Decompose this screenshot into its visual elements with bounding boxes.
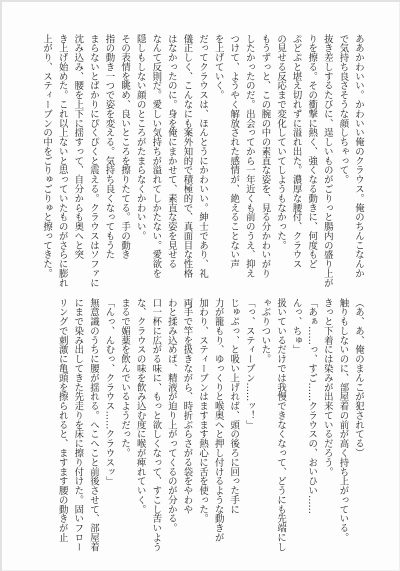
text-column: 無意識のうちに腰が揺れる。へこへこと前後させて、部屋着 [87, 298, 99, 552]
upper-text-block [38, 34, 366, 290]
text-column: 指の動き一つで姿を変える。気持ち良くなってもうた [103, 34, 115, 260]
text-column: 扱いているだけでは我慢できなくなって、どうにも先端にし [275, 298, 287, 552]
text-column: 沈み込み、腰を上下に揺すって、自分からも奥へと突 [72, 34, 84, 260]
text-column: だってクラウスは、ほんとうにかわいい。紳士であり、礼 [197, 34, 209, 279]
text-column: その表情を眺め、良いところを擦りたてる。手の動き [119, 34, 131, 260]
text-column: じゅぷっ、と吸い上げれば、頭の後ろに回った手に [228, 298, 240, 514]
text-column: 力が籠もり、ゆっくりと喉奥へと押し付けるような動きが [212, 298, 224, 543]
text-column: したかったのだ。出会ってから一年近くも前のうえ、抑え [243, 34, 255, 279]
text-column: 「んっ、んむっ、クラウス……クラウスッ」 [103, 298, 115, 486]
text-column: 「あぁ……っ、すご……クラウスの、おいひい…… [306, 298, 318, 514]
text-column: リングで刺激に亀頭を擦られると、ますます腰の動きが止 [56, 298, 68, 543]
text-column: 上がり、スティーブンの中をごりゅごりゅと擦ってきた。 [41, 34, 53, 279]
text-column: （あ、あ、俺のまんこが犯されてる） [353, 298, 364, 458]
text-column: 隠しもしない顔のところがたまらなくかわいい。 [134, 34, 146, 241]
text-column: なんて反則だ。愛しい気持ちが溢れてしかたない。愛欲を [150, 34, 162, 279]
text-column: で気持ち良さそうな顔しちゃって。 [337, 34, 349, 185]
text-column: はなかったのに。身を俺にまかせて、素直な姿を見せる [165, 34, 177, 269]
text-column: 「っ、スティーブン……ッ！」 [243, 298, 255, 430]
text-column: りを擦る。その衝撃に熱く、強くなる動きに、何度もど [306, 34, 318, 269]
text-column: な、クラウスの味を飲み込む度に喉が痺れていく。 [134, 298, 146, 514]
text-column: ああかわいい。かわいい俺のクラウス。俺のちんこなんか [353, 34, 364, 279]
text-column: 口一杯に広がる味に、もっと欲しくなって、すこし苦いよう [150, 298, 162, 552]
text-column: ぷどぷと堪え切れずに溢れ出た。濃厚な腰付、クラウス [290, 34, 302, 269]
text-column: んっ、ちゅ」 [290, 298, 302, 355]
text-column: を上げていく。 [212, 34, 224, 100]
lower-text-block [54, 298, 366, 552]
text-column: まるで媚薬を飲んでいるようだった。 [119, 298, 131, 458]
text-column: わと揉み込めば、精液が迫り上がってくるのが分かる。 [165, 298, 177, 533]
text-column: 加わり、スティーブンはますます熱心に舌を使った。 [197, 298, 209, 524]
text-column: にまで染み出してきた先走りを床に擦り付けた。固いフロー [72, 298, 84, 552]
text-column: 抜き差しするたびに、逞しいものがごりっと腸内の盛り上が [321, 34, 333, 288]
text-column: つけて、ようやく解放された感情が、絶えることない声 [228, 34, 240, 269]
text-column: き上げ始めた。これ以上ないと思っていたものがさらに膨れ [56, 34, 68, 288]
text-column: まらないとばかりにぴくぴくと震える。クラウスはソファに [87, 34, 99, 288]
text-column: 儀正しく、こんなにも案外知的で積極的で、真面目な性格 [181, 34, 193, 279]
text-column: もうずっと、この腕の中の素直な姿を、見る分かわいがり [259, 34, 271, 279]
text-column: きっと下着には染みが出来ているだろう。 [321, 298, 333, 477]
text-column: 両手で竿を扱きながら、時折ぶらさがる袋をやわや [181, 298, 193, 514]
text-column: 触りもしないのに、部屋着の前が高く持ち上がっている。 [337, 298, 349, 543]
text-column: ゃぶりついた。 [259, 298, 271, 364]
text-column: の見せる反応まで変化していてしようもなかった。 [275, 34, 287, 250]
